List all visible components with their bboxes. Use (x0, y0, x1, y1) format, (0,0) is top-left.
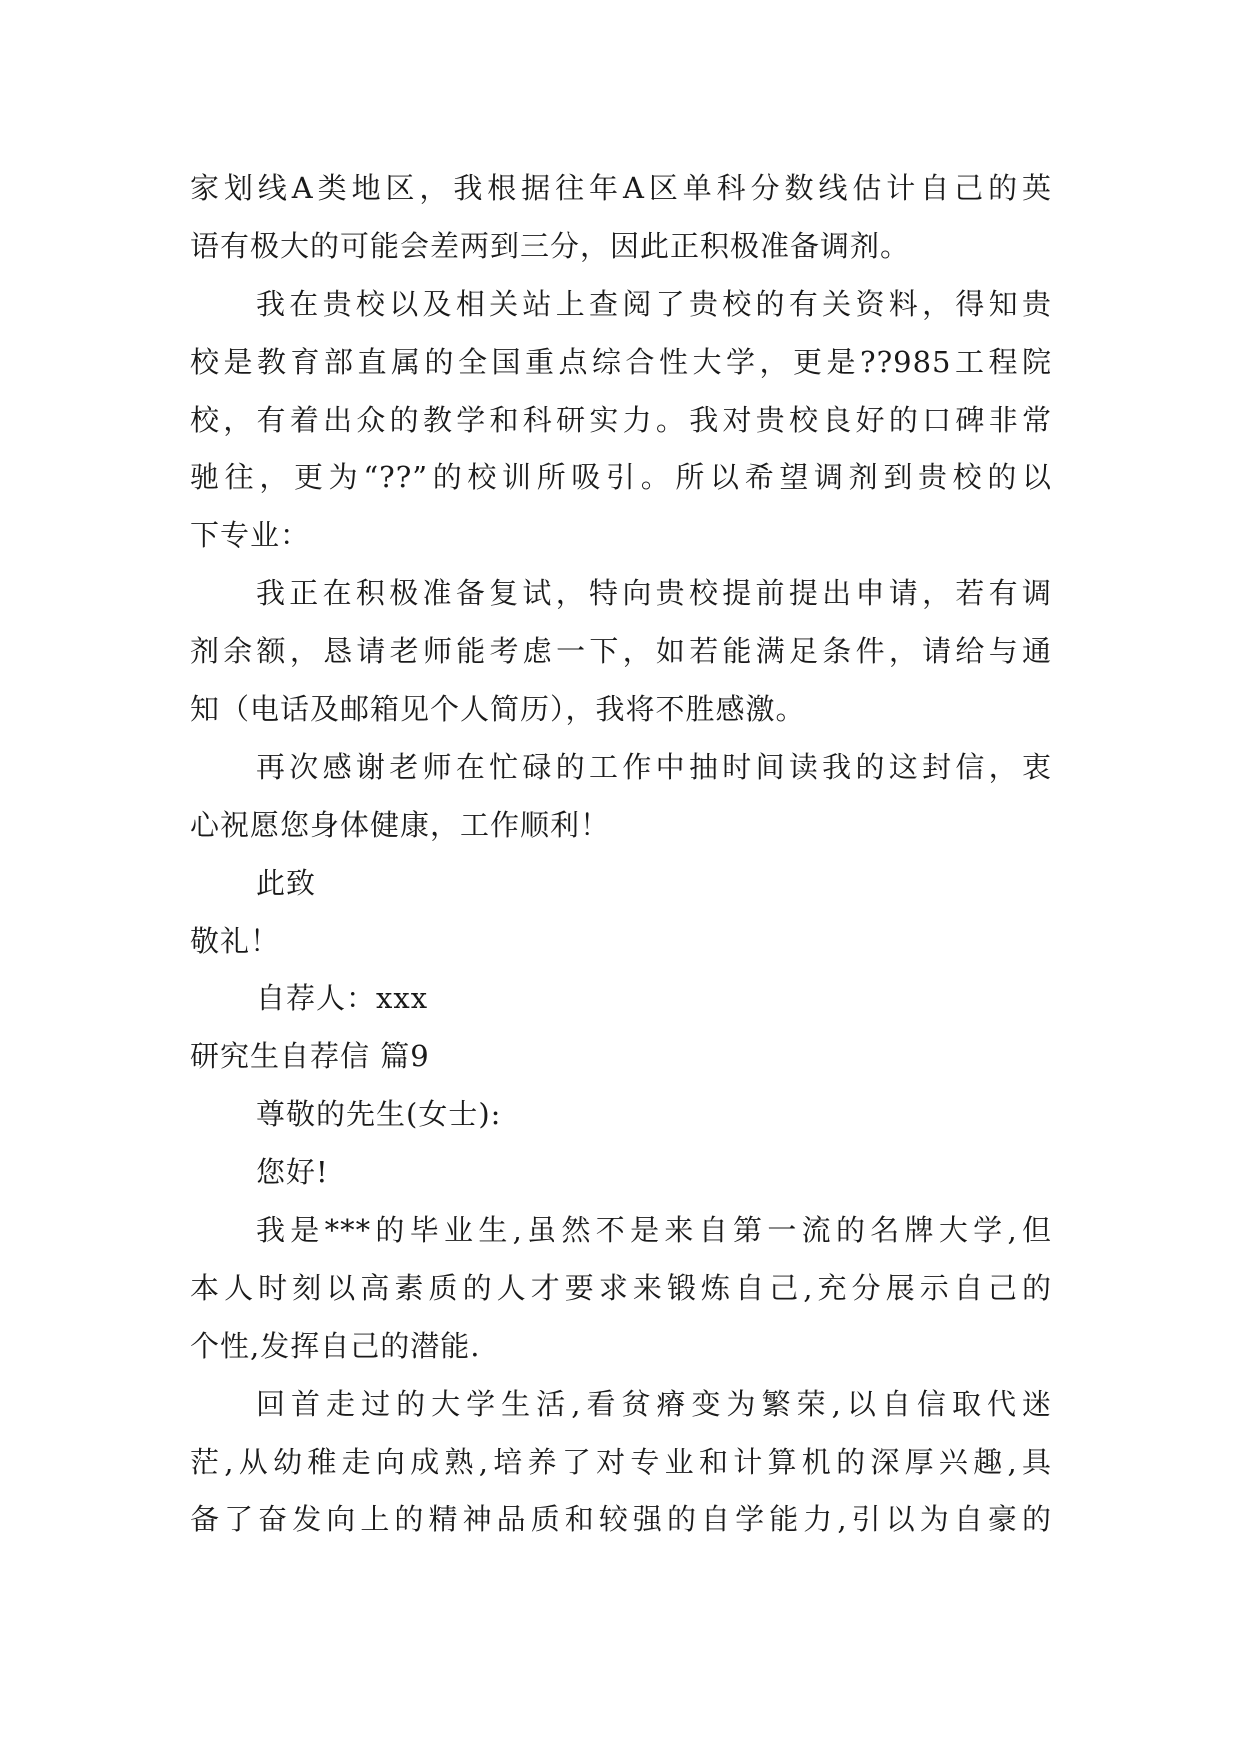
text-line: 备了奋发向上的精神品质和较强的自学能力,引以为自豪的 (190, 1502, 1052, 1537)
greeting-hello: 您好! (256, 1155, 329, 1190)
greeting-recipient: 尊敬的先生(女士): (256, 1097, 502, 1132)
closing-phrase: 此致 (256, 865, 317, 900)
salutation-closing: 敬礼！ (190, 923, 281, 958)
paragraph-start: 我在贵校以及相关站上查阅了贵校的有关资料，得知贵 (256, 286, 1052, 321)
paragraph-start: 回首走过的大学生活,看贫瘠变为繁荣,以自信取代迷 (256, 1386, 1052, 1421)
text-line: 语有极大的可能会差两到三分，因此正积极准备调剂。 (190, 228, 911, 263)
text-line: 驰往，更为“??”的校训所吸引。所以希望调剂到贵校的以 (190, 460, 1052, 495)
text-line: 校是教育部直属的全国重点综合性大学，更是??985工程院 (190, 344, 1052, 379)
text-line: 本人时刻以高素质的人才要求来锻炼自己,充分展示自己的 (190, 1270, 1052, 1305)
text-line: 剂余额，恳请老师能考虑一下，如若能满足条件，请给与通 (190, 634, 1052, 669)
paragraph-start: 再次感谢老师在忙碌的工作中抽时间读我的这封信，衷 (256, 749, 1052, 784)
text-line: 茫,从幼稚走向成熟,培养了对专业和计算机的深厚兴趣,具 (190, 1444, 1052, 1479)
text-line: 心祝愿您身体健康，工作顺利！ (190, 807, 611, 842)
paragraph-start: 我正在积极准备复试，特向贵校提前提出申请，若有调 (256, 576, 1052, 611)
letter-body (190, 160, 1052, 1549)
text-line: 校，有着出众的教学和科研实力。我对贵校良好的口碑非常 (190, 402, 1052, 437)
text-line: 知（电话及邮箱见个人简历），我将不胜感激。 (190, 692, 806, 727)
text-line: 个性,发挥自己的潜能. (190, 1328, 481, 1363)
section-heading: 研究生自荐信 篇9 (190, 1039, 430, 1074)
paragraph-start: 我是***的毕业生,虽然不是来自第一流的名牌大学,但 (256, 1213, 1052, 1248)
text-line: 下专业： (190, 518, 311, 553)
text-line: 家划线A类地区，我根据往年A区单科分数线估计自己的英 (190, 171, 1052, 205)
signature-line: 自荐人：xxx (256, 981, 429, 1016)
